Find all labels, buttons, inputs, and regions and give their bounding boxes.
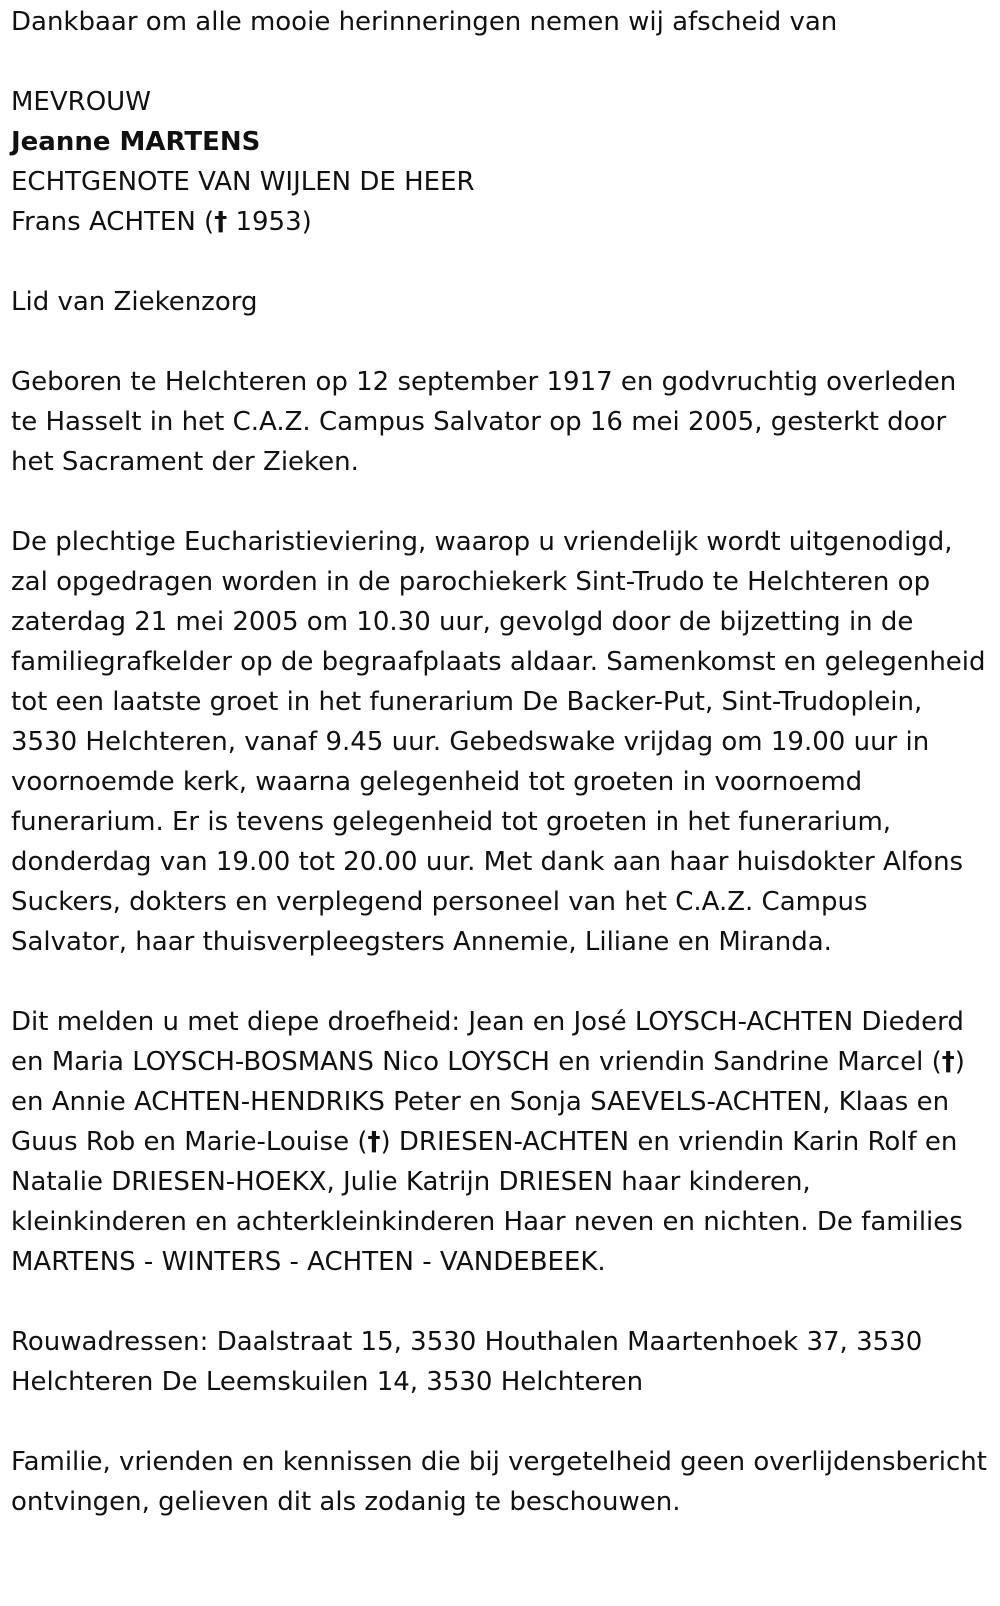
spouse-line <box>11 202 990 242</box>
family-paragraph <box>11 1002 990 1282</box>
deceased-relation: ECHTGENOTE VAN WIJLEN DE HEER <box>11 167 475 197</box>
family-text-part1: Dit melden u met diepe droefheid: Jean en José LOYSCH-ACHTEN Diederd en Maria LOYSCH-BOSMANS Nico LOYSCH en vriendin Sandrine Marcel ( <box>11 1007 964 1077</box>
cross-icon: † <box>214 207 228 237</box>
addresses-paragraph: Rouwadressen: Daalstraat 15, 3530 Houthalen Maartenhoek 37, 3530 Helchteren De Leemskuilen 14, 3530 Helchteren <box>11 1327 923 1397</box>
family-text-part3: ) DRIESEN-ACHTEN en vriendin Karin Rolf en Natalie DRIESEN-HOEKX, Julie Katrijn DRIESEN haar kinderen, kleinkinderen en achterkleinkinderen Haar neven en nichten. De families MARTENS - WINTERS - ACHTEN - VANDEBEEK. <box>11 1127 963 1277</box>
deceased-title: MEVROUW <box>11 87 151 117</box>
membership-text: Lid van Ziekenzorg <box>11 287 258 317</box>
deceased-name: Jeanne MARTENS <box>11 127 261 157</box>
deceased-block <box>11 82 990 242</box>
ceremony-paragraph: De plechtige Eucharistieviering, waarop u vriendelijk wordt uitgenodigd, zal opgedragen worden in de parochiekerk Sint-Trudo te Helchteren op zaterdag 21 mei 2005 om 10.30 uur, gevolgd door de bijzetting in de familiegrafkelder op de begraafplaats aldaar. Samenkomst en gelegenheid tot een laatste groet in het funerarium De Backer-Put, Sint-Trudoplein, 3530 Helchteren, vanaf 9.45 uur. Gebedswake vrijdag om 19.00 uur in voornoemde kerk, waarna gelegenheid tot groeten in voornoemd funerarium. Er is tevens gelegenheid tot groeten in het funerarium, donderdag van 19.00 tot 20.00 uur. Met dank aan haar huisdokter Alfons Suckers, dokters en verplegend personeel van het C.A.Z. Campus Salvator, haar thuisverpleegsters Annemie, Liliane en Miranda. <box>11 527 986 957</box>
spouse-name: Frans ACHTEN ( <box>11 207 215 237</box>
cross-icon: † <box>367 1127 381 1157</box>
cross-icon: † <box>941 1047 955 1077</box>
spouse-death-year: 1953) <box>227 207 312 237</box>
family-text-part2: ) en Annie ACHTEN-HENDRIKS Peter en Sonja SAEVELS-ACHTEN, Klaas en Guus Rob en Marie-Louise ( <box>11 1047 965 1157</box>
closing-paragraph: Familie, vrienden en kennissen die bij vergetelheid geen overlijdensbericht ontvingen, gelieven dit als zodanig te beschouwen. <box>11 1447 987 1517</box>
intro-text: Dankbaar om alle mooie herinneringen nemen wij afscheid van <box>11 7 838 37</box>
birth-death-paragraph: Geboren te Helchteren op 12 september 1917 en godvruchtig overleden te Hasselt in het C.A.Z. Campus Salvator op 16 mei 2005, gesterkt door het Sacrament der Zieken. <box>11 367 957 477</box>
